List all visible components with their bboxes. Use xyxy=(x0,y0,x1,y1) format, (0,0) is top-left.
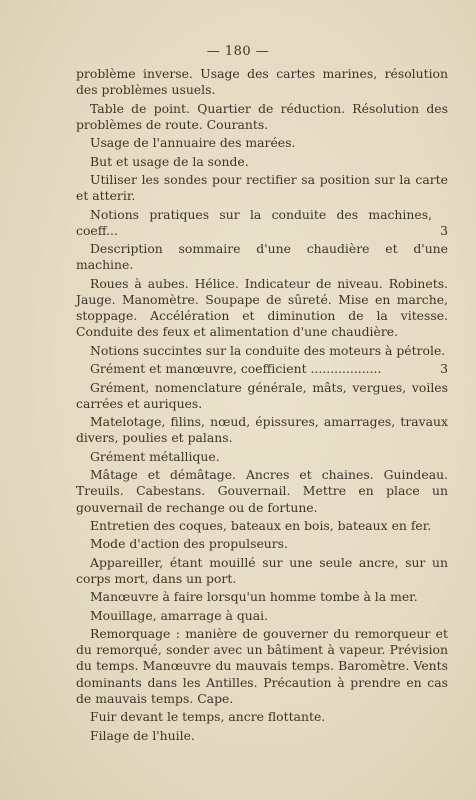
paragraph-text: But et usage de la sonde. xyxy=(90,153,249,169)
paragraph xyxy=(76,380,448,412)
paragraph xyxy=(76,135,448,151)
paragraph xyxy=(76,555,448,587)
paragraph xyxy=(76,101,448,133)
paragraph xyxy=(76,518,448,534)
page-number: — 180 — xyxy=(206,44,270,59)
page-body xyxy=(76,66,448,746)
paragraph-text: Description sommaire d'une chaudière et d'une machine. xyxy=(76,241,448,273)
paragraph-text: Mâtage et démâtage. Ancres et chaines. Guindeau. Treuils. Cabestans. Gouvernail. Mettre en place un gouvernail de rechange ou de fortune. xyxy=(76,467,448,515)
paragraph-text: Filage de l'huile. xyxy=(90,727,195,743)
paragraph xyxy=(76,361,448,377)
paragraph xyxy=(76,449,448,465)
paragraph xyxy=(76,66,448,98)
paragraph xyxy=(76,154,448,170)
paragraph-text: Grément métallique. xyxy=(90,448,220,464)
paragraph-text: Grément, nomenclature générale, mâts, vergues, voiles carrées et auriques. xyxy=(76,379,448,411)
paragraph-text: Fuir devant le temps, ancre flottante. xyxy=(90,709,326,725)
paragraph-text: Roues à aubes. Hélice. Indicateur de niveau. Robinets. Jauge. Manomètre. Soupape de sûreté. Mise en marche, stoppage. Accélération et diminution de la vitesse. Conduite des feux et alimentation d'une chaudière. xyxy=(76,275,448,340)
paragraph xyxy=(76,467,448,516)
paragraph xyxy=(76,414,448,446)
paragraph xyxy=(76,276,448,341)
paragraph-text: Entretien des coques, bateaux en bois, bateaux en fer. xyxy=(90,517,432,533)
paragraph xyxy=(76,709,448,725)
paragraph-text: Utiliser les sondes pour rectifier sa position sur la carte et atterir. xyxy=(76,171,448,204)
paragraph-text: Remorquage : manière de gouverner du remorqueur et du remorqué, sonder avec un bâtiment à vapeur. Prévision du temps. Manœuvre du mauvais temps. Baromètre. Vents dominants dans les Antilles. Précaution à prendre en cas de mauvais temps. Cape. xyxy=(76,626,448,706)
coefficient-number: 3 xyxy=(440,222,448,238)
paragraph xyxy=(76,172,448,204)
paragraph xyxy=(76,241,448,273)
paragraph-text: Appareiller, étant mouillé sur une seule ancre, sur un corps mort, dans un port. xyxy=(76,554,448,586)
paragraph-text: Grément et manœuvre, coefficient .................. xyxy=(90,361,382,377)
paragraph xyxy=(76,728,448,744)
paragraph xyxy=(76,608,448,624)
paragraph-text: Usage de l'annuaire des marées. xyxy=(90,135,296,151)
coefficient-number: 3 xyxy=(440,361,448,377)
paragraph-text: Manœuvre à faire lorsqu'un homme tombe à la mer. xyxy=(90,589,418,605)
paragraph-text: Notions succintes sur la conduite des moteurs à pétrole. xyxy=(90,342,446,358)
paragraph-text: Notions pratiques sur la conduite des machines, coeff... xyxy=(76,206,432,238)
paragraph xyxy=(76,343,448,359)
paragraph-text: problème inverse. Usage des cartes marines, résolution des problèmes usuels. xyxy=(76,66,448,98)
paragraph-text: Mouillage, amarrage à quai. xyxy=(90,607,269,623)
paragraph-text: Table de point. Quartier de réduction. Résolution des problèmes de route. Courants. xyxy=(76,100,448,132)
paragraph-text: Mode d'action des propulseurs. xyxy=(90,536,288,552)
paragraph xyxy=(76,626,448,707)
paragraph-text: Matelotage, filins, nœud, épissures, amarrages, travaux divers, poulies et palans. xyxy=(76,414,448,446)
paragraph xyxy=(76,589,448,605)
paragraph xyxy=(76,536,448,552)
paragraph xyxy=(76,207,448,239)
